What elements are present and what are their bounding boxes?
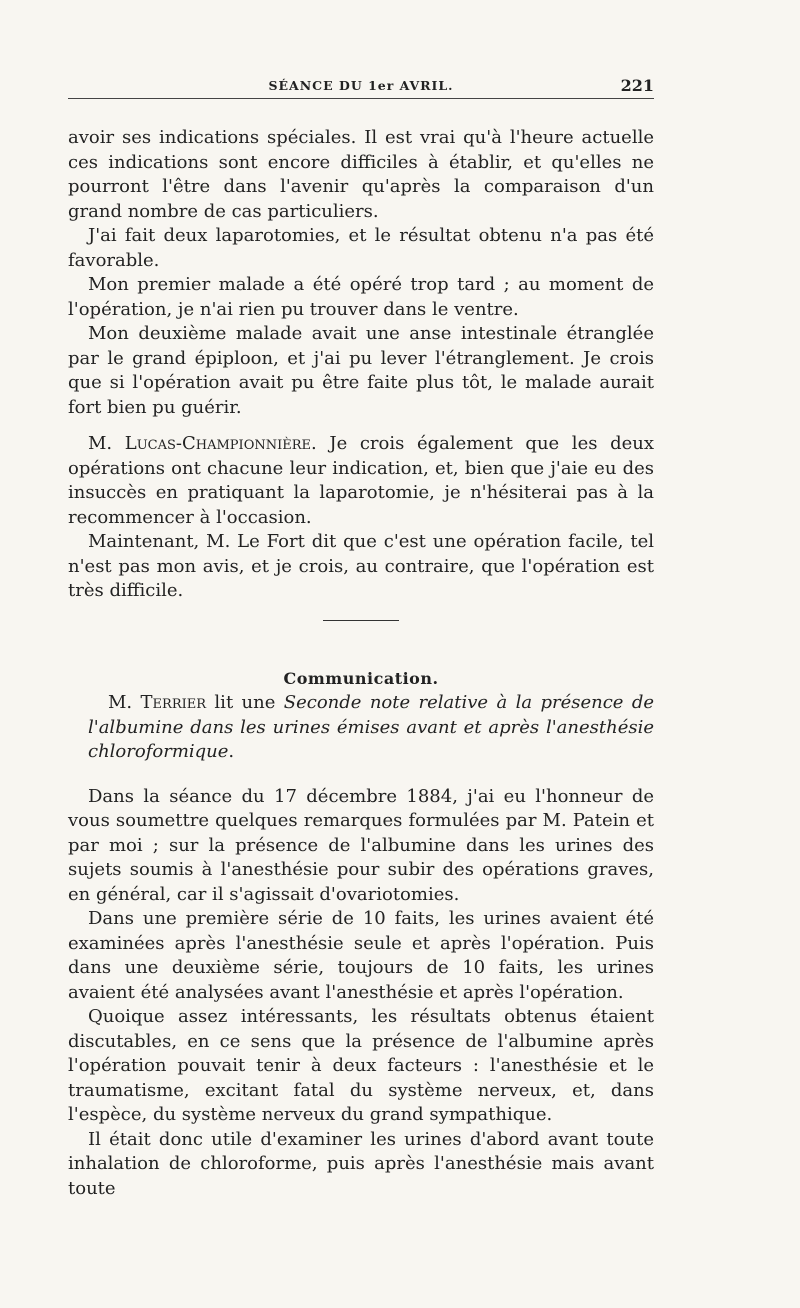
paragraph: Dans la séance du 17 décembre 1884, j'ai eu l'honneur de vous soumettre quelques remarques formulées par M. Patein et par moi ; sur la présence de l'albumine dans les urines des sujets soumis à l'anesthésie pour subir des opérations graves, en général, car il s'agissait d'ovariotomies. (68, 785, 654, 905)
announcement-end: . (228, 741, 235, 762)
running-head: SÉANCE DU 1er AVRIL. (268, 78, 454, 93)
paragraph: Mon deuxième malade avait une anse intestinale étranglée par le grand épiploon, et j'ai pu lever l'étranglement. Je crois que si l'opération avait pu être faite plus tôt, le malade aurait fort bien pu guérir. (68, 323, 654, 418)
paragraph: Maintenant, M. Le Fort dit que c'est une opération facile, tel n'est pas mon avis, et je crois, au contraire, que l'opération est très difficile. (68, 531, 654, 601)
speech-text: Je crois également que les deux opérations ont chacune leur indication, et, bien que j'aie eu des insuccès en pratiquant la laparotomie, je n'hésiterai pas à la recommencer à l'occasion. (68, 433, 654, 528)
paragraph: J'ai fait deux laparotomies, et le résultat obtenu n'a pas été favorable. (68, 225, 654, 271)
paragraph: avoir ses indications spéciales. Il est vrai qu'à l'heure actuelle ces indications sont encore difficiles à établir, et qu'elles ne pourront l'être dans l'avenir qu'après la comparaison d'un grand nombre de cas particuliers. (68, 127, 654, 222)
note-title: Seconde note relative à la présence de l'albumine dans les urines émises avant et après l'anesthésie chloroformique (88, 692, 655, 762)
paragraph: Quoique assez intéressants, les résultats obtenus étaient discutables, en ce sens que la présence de l'albumine après l'opération pouvait tenir à deux facteurs : l'anesthésie et le traumatisme, excitant fatal du système nerveux, et, dans l'espèce, du système nerveux du grand sympathique. (68, 1006, 654, 1125)
paragraph: Dans une première série de 10 faits, les urines avaient été examinées après l'anesthésie seule et après l'opération. Puis dans une deuxième série, toujours de 10 faits, les urines avaient été analysées avant l'anesthésie et après l'opération. (68, 908, 654, 1003)
speech-paragraph (68, 432, 654, 530)
section-divider (323, 620, 399, 621)
announcement (68, 691, 654, 765)
body-text (68, 126, 654, 1201)
announcement-verb: lit une (206, 692, 284, 713)
speaker-name: M. Lucas-Championnière. (88, 433, 317, 454)
page-header (68, 76, 654, 99)
paragraph: Mon premier malade a été opéré trop tard ; au moment de l'opération, je n'ai rien pu trouver dans le ventre. (68, 274, 654, 320)
paragraph: Il était donc utile d'examiner les urines d'abord avant toute inhalation de chloroforme, puis après l'anesthésie mais avant toute (68, 1128, 654, 1199)
page-number: 221 (620, 76, 654, 95)
announcement-speaker: Terrier (140, 692, 207, 713)
announcement-lead: M. (108, 692, 141, 713)
section-title: Communication. (283, 668, 439, 688)
